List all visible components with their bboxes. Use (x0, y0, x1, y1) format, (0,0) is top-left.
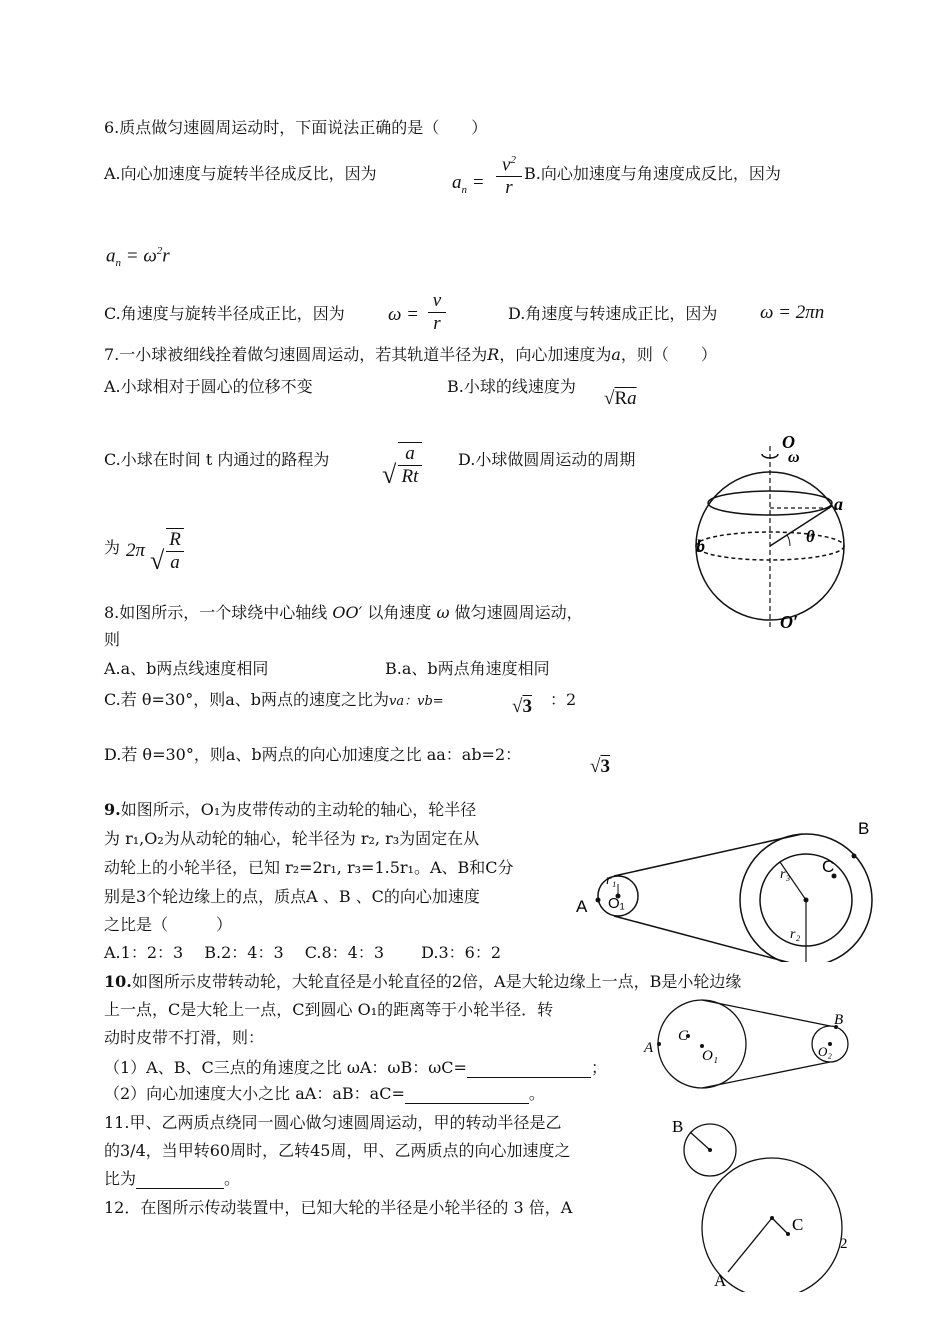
q9-options: A.1：2：3 B.2：4：3 C.8：4：3 D.3：6：2 (104, 943, 502, 962)
q11-line-3: 比为 。 (104, 1169, 241, 1188)
q6-a-formula-lhs: $a_n$ = (452, 172, 485, 196)
q8-d-sqrt3: √3 (590, 756, 610, 777)
q6-option-d: D.角速度与转速成正比，因为 (508, 304, 718, 323)
q10-fig-label-O1: O₁ (702, 1048, 719, 1064)
q6-b-formula: $a_n = \omega^2r$ (106, 245, 170, 270)
q10-part-1: （1）A、B、C三点的角速度之比 ωA：ωB：ωC= ； (104, 1058, 607, 1077)
q8-fig-label-b: b (696, 536, 705, 556)
q10-line-1: 10.如图所示皮带转动轮，大轮直径是小轮直径的2倍，A是大轮边缘上一点，B是小轮边缘 (104, 972, 742, 991)
q7-d-formula-lhs: 2π (126, 540, 146, 561)
q9-fig-label-r1: r₁ (606, 873, 617, 888)
q12-gear-figure (668, 1112, 858, 1292)
q8-fig-label-Oprime: O′ (780, 612, 799, 632)
q8-stem: 8.如图所示，一个球绕中心轴线 OO′ 以角速度 ω 做匀速圆周运动， (104, 603, 583, 622)
q9-belt-figure (568, 812, 888, 962)
q8-c-tail: ：2 (550, 690, 577, 709)
q10-part-2: （2）向心加速度大小之比 aA：aB：aC= 。 (104, 1084, 545, 1103)
q7-d-sqrt: √ (150, 546, 165, 575)
q6-a-formula-frac: $\frac{v^2}{r}$ (496, 154, 522, 199)
q11-line-2: 的3/4，当甲转60周时，乙转45周，甲、乙两质点的向心加速度之 (104, 1141, 571, 1160)
q8-c-sqrt3: √3 (512, 696, 532, 717)
q8-stem-cont: 则 (104, 630, 121, 649)
q8-fig-label-O: O (782, 432, 795, 452)
q10-line-2: 上一点，C是大轮上一点，C到圆心 O₁的距离等于小轮半径．转 (104, 1000, 554, 1019)
q10-line-3: 动时皮带不打滑，则： (104, 1028, 265, 1047)
q6-d-formula: ω = 2πn (760, 302, 825, 323)
q9-line-2: 为 r₁,O₂为从动轮的轴心，轮半径为 r₂, r₃为固定在从 (104, 829, 480, 848)
q9-line-5: 之比是（ ） (104, 915, 233, 934)
q6-c-formula-lhs: ω = (388, 304, 419, 325)
q8-option-c: C.若 θ=30°，则a、b两点的速度之比为va：vb= (104, 690, 444, 709)
q7-option-a: A.小球相对于圆心的位移不变 (104, 377, 313, 396)
q7-option-b: B.小球的线速度为 (447, 377, 576, 396)
q7-stem: 7.一小球被细线拴着做匀速圆周运动，若其轨道半径为R，向心加速度为a，则（ ） (104, 345, 717, 364)
q6-c-formula-frac: $\frac{v}{r}$ (428, 290, 446, 335)
q10-fig-label-A: A (644, 1040, 654, 1056)
q12-fig-label-B: B (672, 1117, 684, 1136)
q7-b-formula: √Ra (604, 388, 637, 409)
q7-c-formula-frac: $\frac{a}{Rt}$ (398, 442, 422, 488)
q8-option-d: D.若 θ=30°，则a、b两点的向心加速度之比 aa：ab=2： (104, 745, 522, 764)
q9-fig-label-A: A (576, 897, 588, 916)
q8-sphere-figure (690, 428, 860, 638)
q10-part-1-blank[interactable] (467, 1061, 591, 1078)
q11-blank[interactable] (136, 1172, 224, 1189)
q9-fig-label-B: B (858, 819, 870, 838)
q9-fig-label-r2: r₂ (790, 927, 801, 942)
q8-option-b: B.a、b两点角速度相同 (385, 659, 550, 678)
q9-line-1: 9.如图所示，O₁为皮带传动的主动轮的轴心，轮半径 (104, 800, 477, 819)
q7-option-d-cont: 为 (104, 538, 121, 557)
q12-fig-label-A: A (714, 1271, 727, 1290)
q7-option-d: D.小球做圆周运动的周期 (458, 450, 636, 469)
q12-fig-label-C: C (792, 1215, 804, 1234)
q10-part-2-blank[interactable] (405, 1087, 529, 1104)
q8-fig-label-omega: ω (788, 449, 800, 466)
q10-fig-label-C: C (678, 1028, 689, 1044)
q7-c-sqrt: √ (382, 460, 397, 489)
q9-line-3: 动轮上的小轮半径，已知 r₂=2r₁, r₃=1.5r₁。A、B和C分 (104, 858, 514, 877)
q6-option-b: B.向心加速度与角速度成反比，因为 (524, 164, 781, 183)
q6-option-a: A.向心加速度与旋转半径成反比，因为 (104, 164, 377, 183)
q8-option-a: A.a、b两点线速度相同 (104, 659, 269, 678)
q11-line-1: 11.甲、乙两质点绕同一圆心做匀速圆周运动，甲的转动半径是乙 (104, 1113, 562, 1132)
q6-option-c: C.角速度与旋转半径成正比，因为 (104, 304, 345, 323)
q12-line-1: 12．在图所示传动装置中，已知大轮的半径是小轮半径的 3 倍，A (104, 1198, 573, 1217)
q7-d-formula-frac: $\frac{R}{a}$ (166, 528, 184, 574)
q8-fig-label-a: a (834, 494, 843, 514)
q10-fig-label-B: B (834, 1012, 844, 1028)
q6-stem: 6.质点做匀速圆周运动时，下面说法正确的是（ ） (104, 118, 488, 137)
q9-fig-label-O1: O₁ (608, 895, 625, 912)
q9-line-4: 别是3个轮边缘上的点，质点A 、B 、C的向心加速度 (104, 887, 480, 906)
q8-fig-label-theta: θ (806, 527, 815, 546)
q9-fig-label-C: C (822, 857, 835, 876)
q10-belt-figure (640, 996, 856, 1090)
q7-option-c: C.小球在时间 t 内通过的路程为 (104, 450, 330, 469)
q10-fig-label-O2: O₂ (818, 1044, 832, 1059)
q9-fig-label-r3: r₃ (780, 867, 791, 882)
q12-fig-label-2: 2 (840, 1236, 848, 1252)
